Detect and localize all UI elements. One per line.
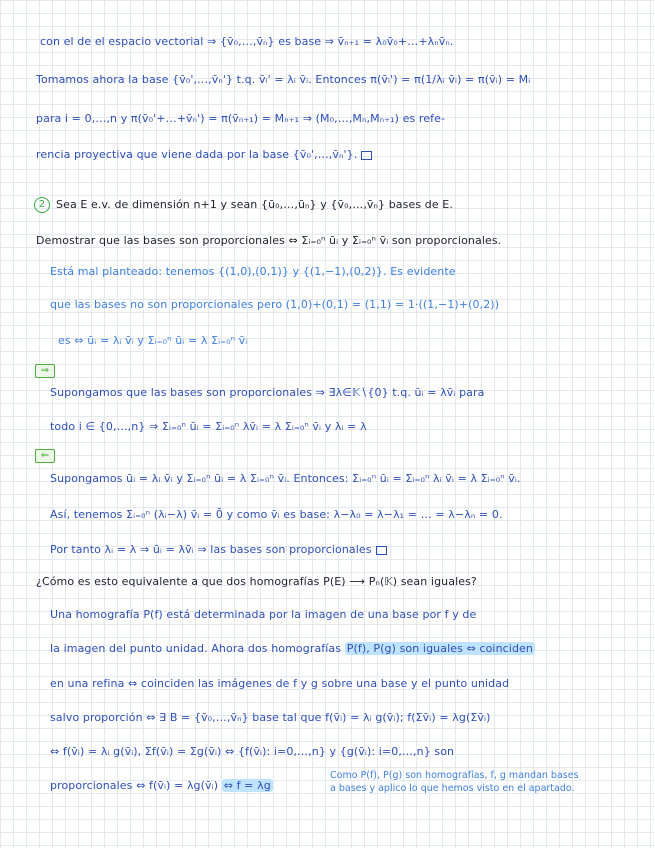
exercise-statement-2: Demostrar que las bases son proporcionales ⇔ Σᵢ₌₀ⁿ ūᵢ y Σᵢ₌₀ⁿ v̄ᵢ son proporcionales. bbox=[36, 234, 502, 247]
text-line-14-text: Por tanto λᵢ = λ ⇒ ūᵢ = λv̄ᵢ ⇒ las bases son proporcionales bbox=[50, 543, 372, 556]
end-of-proof-mark bbox=[376, 546, 387, 555]
exercise-statement-1 bbox=[34, 197, 655, 213]
text-line-8: que las bases no son proporcionales pero (1,0)+(0,1) = (1,1) = 1·((1,−1)+(0,2)) bbox=[50, 298, 500, 311]
question-line: ¿Cómo es esto equivalente a que dos homografías P(E) ⟶ Pₙ(𝕂) sean iguales? bbox=[36, 575, 477, 588]
text-line-17-text: la imagen del punto unidad. Ahora dos homografías bbox=[50, 642, 342, 655]
text-line-4 bbox=[36, 148, 655, 161]
text-line-7: Está mal planteado: tenemos {(1,0),(0,1)} y {(1,−1),(0,2)}. Es evidente bbox=[50, 265, 456, 278]
text-line-3: para i = 0,…,n y π(v̄₀'+…+v̄ₙ') = π(v̄ₙ₊₁) = Mₙ₊₁ ⇒ (M₀,…,Mₙ,Mₙ₊₁) es refe- bbox=[36, 112, 446, 125]
text-line-19: salvo proporción ⇔ ∃ B = {v̄₀,…,v̄ₙ} base tal que f(v̄ᵢ) = λᵢ g(v̄ᵢ); f(Σv̄ᵢ) = λg(Σv̄ᵢ) bbox=[50, 711, 491, 724]
text-line-16: Una homografía P(f) está determinada por la imagen de una base por f y de bbox=[50, 608, 477, 621]
backward-direction-marker: ⇐ bbox=[35, 449, 55, 463]
text-line-4-text: rencia proyectiva que viene dada por la base {v̄₀',…,v̄ₙ'}. bbox=[36, 148, 358, 161]
exercise-statement-1-text: Sea E e.v. de dimensión n+1 y sean {ū₀,…,ūₙ} y {v̄₀,…,v̄ₙ} bases de E. bbox=[56, 198, 453, 211]
exercise-number-badge: 2 bbox=[34, 197, 50, 213]
highlighted-phrase: P(f), P(g) son iguales ⇔ coinciden bbox=[346, 642, 533, 655]
text-line-21-text: proporcionales ⇔ f(v̄ᵢ) = λg(v̄ᵢ) bbox=[50, 779, 219, 792]
margin-note bbox=[330, 769, 579, 795]
forward-direction-marker: ⇒ bbox=[35, 364, 55, 378]
margin-note-line-2: a bases y aplico lo que hemos visto en el apartado. bbox=[330, 783, 575, 794]
text-line-18: en una refina ⇔ coinciden las imágenes de f y g sobre una base y el punto unidad bbox=[50, 677, 510, 690]
text-line-17 bbox=[50, 642, 655, 655]
text-line-9: es ⇔ ūᵢ = λᵢ v̄ᵢ y Σᵢ₌₀ⁿ ūᵢ = λ Σᵢ₌₀ⁿ v̄ᵢ bbox=[58, 334, 248, 347]
text-line-2: Tomamos ahora la base {v̄₀',…,v̄ₙ'} t.q. v̄ᵢ' = λᵢ v̄ᵢ. Entonces π(v̄ᵢ') = π(1/λᵢ v̄ᵢ) = π(v̄ᵢ) = Mᵢ bbox=[36, 73, 531, 86]
text-line-12: Supongamos ūᵢ = λᵢ v̄ᵢ y Σᵢ₌₀ⁿ ūᵢ = λ Σᵢ₌₀ⁿ v̄ᵢ. Entonces: Σᵢ₌₀ⁿ ūᵢ = Σᵢ₌₀ⁿ λᵢ v̄ᵢ = λ Σᵢ₌₀ⁿ v̄ᵢ. bbox=[50, 472, 521, 485]
text-line-14 bbox=[50, 543, 655, 556]
text-line-1: con el de el espacio vectorial ⇒ {v̄₀,…,v̄ₙ} es base ⇒ v̄ₙ₊₁ = λ₀v̄₀+…+λₙv̄ₙ. bbox=[40, 35, 454, 48]
text-line-13: Así, tenemos Σᵢ₌₀ⁿ (λᵢ−λ) v̄ᵢ = 0̄ y como v̄ᵢ es base: λ−λ₀ = λ−λ₁ = … = λ−λₙ = 0. bbox=[50, 508, 503, 521]
text-line-20: ⇔ f(v̄ᵢ) = λᵢ g(v̄ᵢ), Σf(v̄ᵢ) = Σg(v̄ᵢ) ⇔ {f(v̄ᵢ): i=0,…,n} y {g(v̄ᵢ): i=0,…,n} son bbox=[50, 745, 455, 758]
margin-note-line-1: Como P(f), P(g) son homografías, f, g mandan bases bbox=[330, 770, 579, 781]
text-line-10: Supongamos que las bases son proporcionales ⇒ ∃λ∈𝕂∖{0} t.q. ūᵢ = λv̄ᵢ para bbox=[50, 386, 485, 399]
text-line-11: todo i ∈ {0,…,n} ⇒ Σᵢ₌₀ⁿ ūᵢ = Σᵢ₌₀ⁿ λv̄ᵢ = λ Σᵢ₌₀ⁿ v̄ᵢ y λᵢ = λ bbox=[50, 420, 367, 433]
end-of-proof-mark bbox=[361, 151, 372, 160]
highlighted-conclusion: ⇔ f = λg bbox=[223, 779, 271, 792]
